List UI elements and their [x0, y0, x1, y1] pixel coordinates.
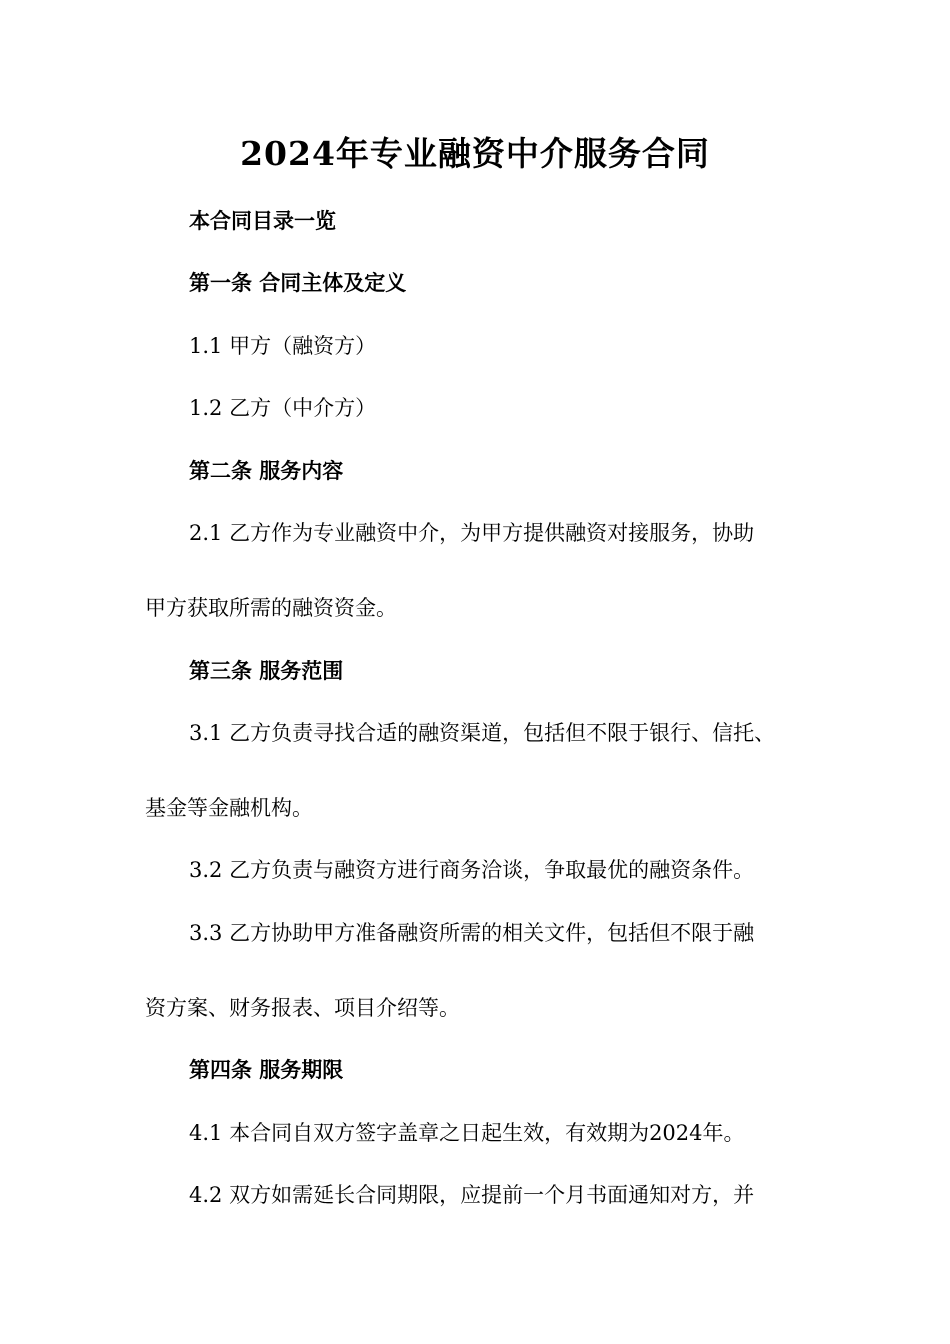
article-3-heading: 第三条 服务范围 — [189, 658, 344, 683]
article-4-heading: 第四条 服务期限 — [189, 1057, 344, 1082]
clause-4-2-line-1: 4.2 双方如需延长合同期限，应提前一个月书面通知对方，并 — [189, 1183, 755, 1207]
toc-heading: 本合同目录一览 — [189, 208, 336, 233]
article-1-heading: 第一条 合同主体及定义 — [189, 270, 407, 295]
document-title: 2024年专业融资中介服务合同 — [240, 134, 710, 173]
clause-1-1: 1.1 甲方（融资方） — [189, 334, 377, 358]
clause-3-3-line-1: 3.3 乙方协助甲方准备融资所需的相关文件，包括但不限于融 — [189, 921, 755, 945]
clause-1-2: 1.2 乙方（中介方） — [189, 396, 377, 420]
clause-2-1-line-1: 2.1 乙方作为专业融资中介，为甲方提供融资对接服务，协助 — [189, 521, 755, 545]
clause-3-1-line-1: 3.1 乙方负责寻找合适的融资渠道，包括但不限于银行、信托、 — [189, 721, 776, 745]
clause-4-1: 4.1 本合同自双方签字盖章之日起生效，有效期为2024年。 — [189, 1121, 745, 1145]
clause-3-1-line-2: 基金等金融机构。 — [145, 796, 313, 820]
clause-3-3-line-2: 资方案、财务报表、项目介绍等。 — [145, 996, 460, 1020]
article-2-heading: 第二条 服务内容 — [189, 458, 344, 483]
clause-2-1-line-2: 甲方获取所需的融资资金。 — [145, 596, 397, 620]
clause-3-2: 3.2 乙方负责与融资方进行商务洽谈，争取最优的融资条件。 — [189, 858, 755, 882]
